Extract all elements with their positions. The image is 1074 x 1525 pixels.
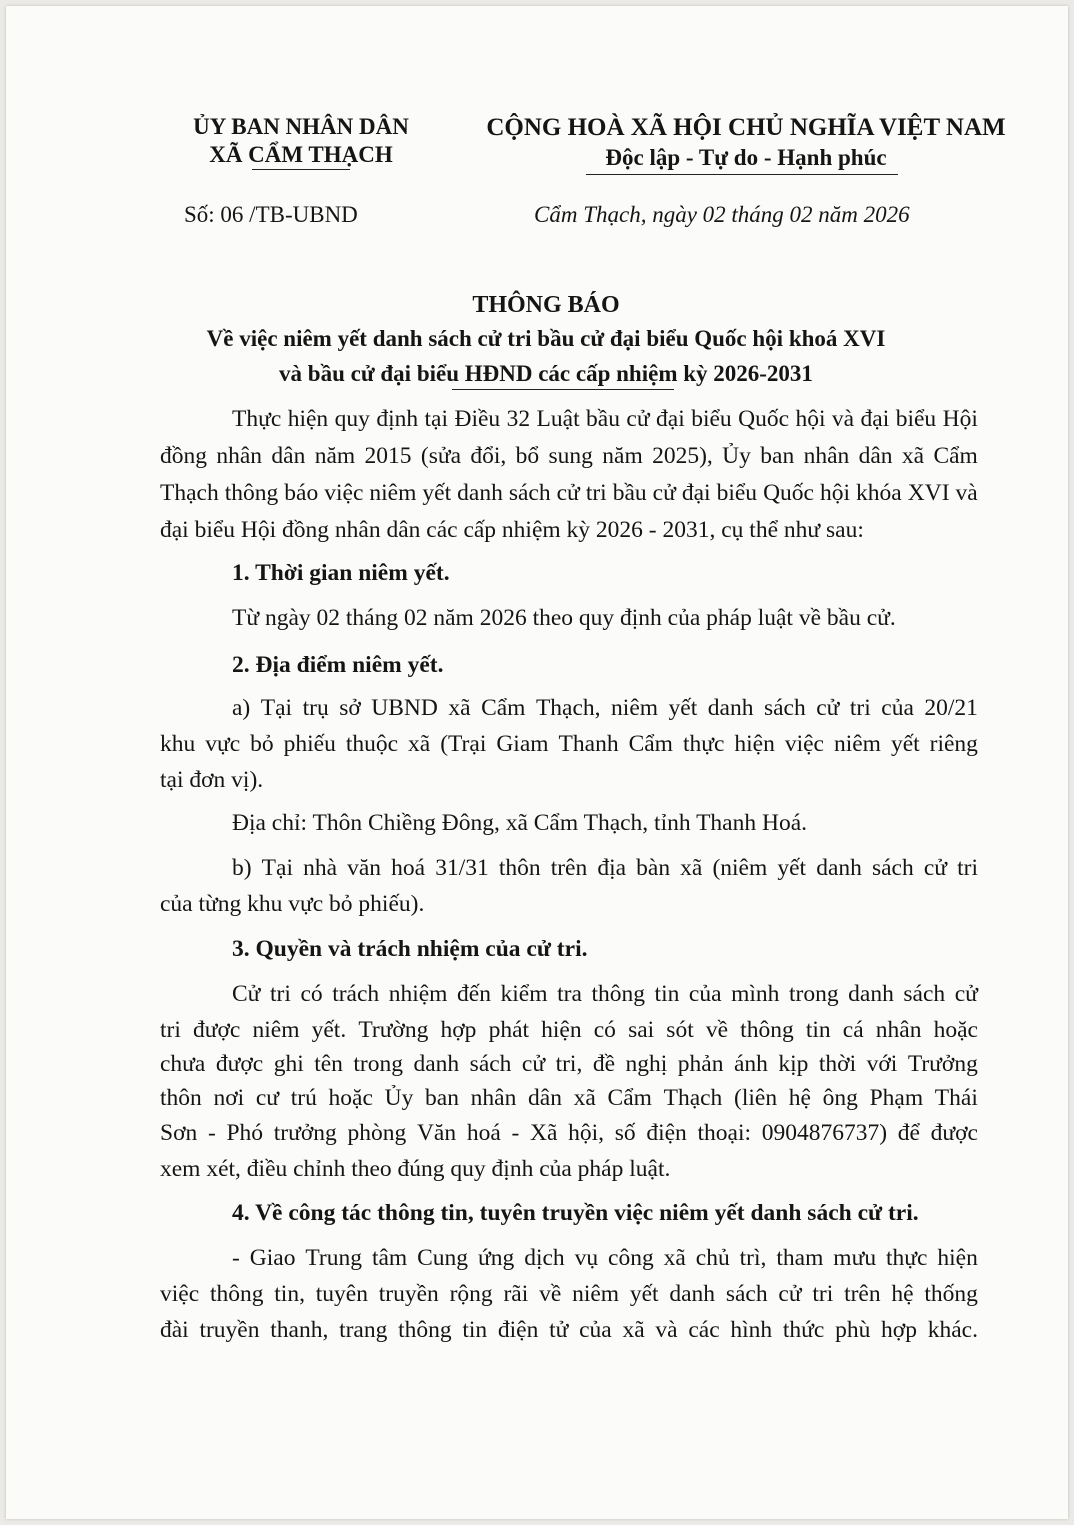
word: đài — [160, 1317, 189, 1343]
word: yết — [668, 695, 698, 721]
intro-line — [160, 478, 978, 508]
word: báo — [284, 480, 319, 506]
word: trì, — [739, 1245, 767, 1271]
word: Quốc — [738, 406, 789, 432]
word: cử — [652, 480, 676, 506]
word: các — [688, 1317, 720, 1343]
word: thời — [818, 1051, 857, 1077]
word: tri, — [555, 1051, 583, 1077]
org-underline — [252, 169, 350, 170]
word: niêm — [369, 480, 417, 506]
word: Thạch — [160, 480, 219, 506]
rights-line — [160, 1015, 978, 1045]
word: có — [593, 1017, 616, 1043]
intro-line: đại biểu Hội đồng nhân dân các cấp nhiệm kỳ 2026 - 2031, cụ thể như sau: — [160, 517, 864, 543]
word: kịp — [778, 1051, 809, 1077]
word: hiện — [287, 406, 329, 432]
word: sách — [763, 695, 806, 721]
word: và — [955, 480, 978, 506]
word: (sửa — [420, 443, 462, 469]
word: thực — [886, 1245, 928, 1271]
word: cử — [626, 406, 650, 432]
word: khóa — [856, 480, 902, 506]
word: sách — [871, 855, 914, 881]
word: (niêm — [712, 855, 768, 881]
document-title: THÔNG BÁO — [472, 292, 620, 318]
word: yết — [777, 855, 807, 881]
word: tin — [654, 981, 680, 1007]
communication-line — [160, 1279, 978, 1309]
word: tri — [269, 981, 291, 1007]
document-page — [6, 6, 1068, 1519]
word: cử — [923, 855, 947, 881]
communication-line — [160, 1315, 978, 1345]
word: thông — [209, 1281, 264, 1307]
word: trách — [332, 981, 380, 1007]
intro-line — [160, 441, 978, 471]
word: Trường — [358, 1017, 429, 1043]
word: dân — [528, 1085, 562, 1111]
communication-line — [232, 1243, 978, 1273]
word: quy — [334, 406, 370, 432]
word: - — [511, 1120, 520, 1146]
word: tra — [557, 981, 582, 1007]
word: biểu — [691, 406, 732, 432]
word: kiểm — [500, 981, 548, 1007]
word: tri — [957, 855, 978, 881]
word: danh — [848, 981, 894, 1007]
word: danh — [816, 855, 862, 881]
word: được — [193, 1017, 241, 1043]
word: bỏ — [250, 731, 274, 757]
word: danh — [457, 480, 503, 506]
word: rộng — [449, 1281, 493, 1307]
location-b-line: của từng khu vực bỏ phiếu). — [160, 891, 425, 917]
word: trang — [339, 1317, 388, 1343]
word: 31/31 — [435, 855, 489, 881]
word: năm — [602, 443, 643, 469]
word: yết — [629, 1281, 659, 1307]
word: bổ — [515, 443, 540, 469]
word: ban — [425, 1085, 459, 1111]
word: tri — [849, 695, 871, 721]
word: ban — [760, 443, 795, 469]
word: với — [866, 1051, 898, 1077]
location-address: Địa chỉ: Thôn Chiềng Đông, xã Cẩm Thạch, tỉnh Thanh Hoá. — [232, 810, 808, 836]
word: 20/21 — [924, 695, 978, 721]
document-number: Số: 06 /TB-UBND — [184, 202, 358, 227]
word: UBND — [371, 695, 438, 721]
document-subject-line2: và bầu cử đại biểu HĐND các cấp nhiệm kỳ 2026-2031 — [279, 361, 813, 386]
word: tuyên — [315, 1281, 368, 1307]
word: hoá — [391, 855, 426, 881]
word: cử — [816, 695, 840, 721]
word: 2015 — [364, 443, 412, 469]
word: truyền — [199, 1317, 260, 1343]
word: thực — [682, 731, 725, 757]
word: chủ — [695, 1245, 730, 1271]
word: hệ — [788, 1085, 811, 1111]
word: và — [831, 406, 855, 432]
word: niêm — [572, 1281, 620, 1307]
word: sách — [725, 1281, 768, 1307]
word: Thái — [934, 1085, 978, 1111]
word: Cẩm — [933, 443, 978, 469]
word: mình — [731, 981, 780, 1007]
word: Thanh — [558, 731, 619, 757]
subject-underline — [452, 389, 674, 390]
word: đề — [592, 1051, 616, 1077]
word: Cử — [232, 981, 261, 1007]
word: nơi — [213, 1085, 245, 1111]
word: để — [897, 1120, 920, 1146]
word: việc — [160, 1281, 200, 1307]
word: Tại — [260, 695, 293, 721]
word: Giam — [496, 731, 549, 757]
word: hệ — [891, 1281, 914, 1307]
word: (liên — [734, 1085, 778, 1111]
word: riêng — [929, 731, 978, 757]
word: hiện — [541, 1017, 582, 1043]
word: Ủy — [384, 1085, 414, 1111]
word: trên — [550, 855, 588, 881]
word: thông — [591, 981, 645, 1007]
word: trong — [788, 981, 839, 1007]
section-heading-communication: 4. Về công tác thông tin, tuyên truyền việc niêm yết danh sách cử tri. — [232, 1200, 919, 1226]
word: cử — [556, 480, 580, 506]
word: cử — [521, 1051, 546, 1077]
word: danh — [669, 1281, 716, 1307]
word: tại — [424, 406, 449, 432]
word: b) — [232, 855, 252, 881]
word: phiếu — [283, 731, 336, 757]
word: tin — [805, 1017, 831, 1043]
word: phù — [835, 1317, 871, 1343]
word: tâm — [371, 1245, 408, 1271]
word: nghị — [625, 1051, 668, 1077]
word: nhân — [875, 1017, 922, 1043]
word: của — [881, 695, 914, 721]
word: nhân — [216, 443, 263, 469]
word: sở — [339, 695, 361, 721]
word: mưu — [833, 1245, 877, 1271]
word: (Trại — [440, 731, 487, 757]
word: Cẩm — [628, 731, 673, 757]
word: công — [608, 1245, 654, 1271]
word: Sơn — [160, 1120, 198, 1146]
document-subject-line1: Về việc niêm yết danh sách cử tri bầu cử đại biểu Quốc hội khoá XVI — [206, 326, 886, 351]
rights-line — [160, 1118, 978, 1148]
word: Giao — [249, 1245, 296, 1271]
word: thông — [740, 1017, 794, 1043]
word: Hội — [942, 406, 978, 432]
word: Phó — [226, 1120, 264, 1146]
word: năm — [314, 443, 356, 469]
word: Văn — [416, 1120, 457, 1146]
word: thôn — [498, 855, 541, 881]
word: của — [579, 1317, 612, 1343]
word: nhà — [303, 855, 338, 881]
word: nhân — [803, 443, 850, 469]
word: Tại — [261, 855, 293, 881]
word: tham — [776, 1245, 824, 1271]
word: tên — [314, 1051, 343, 1077]
location-a-line: tại đơn vị). — [160, 767, 264, 793]
word: sót — [666, 1017, 694, 1043]
word: dân — [271, 443, 306, 469]
word: Quốc — [763, 480, 814, 506]
nation-title: CỘNG HOÀ XÃ HỘI CHỦ NGHĨA VIỆT NAM — [486, 114, 1006, 141]
word: biểu — [716, 480, 758, 506]
word: số — [614, 1120, 636, 1146]
word: hội, — [568, 1120, 604, 1146]
word: thức — [782, 1317, 825, 1343]
word: bầu — [612, 480, 647, 506]
location-a-line — [160, 729, 978, 759]
word: nhân — [470, 1085, 517, 1111]
word: rãi — [503, 1281, 529, 1307]
word: ánh — [733, 1051, 768, 1077]
word: điện — [497, 1317, 539, 1343]
word: ứng — [478, 1245, 515, 1271]
word: Thạch, — [535, 695, 601, 721]
word: phát — [488, 1017, 530, 1043]
word: cá — [842, 1017, 864, 1043]
word: tri — [160, 1017, 181, 1043]
word: tri — [585, 480, 607, 506]
word: được — [930, 1120, 978, 1146]
word: biểu — [895, 406, 937, 432]
word: hiện — [937, 1245, 978, 1271]
section-heading-location: 2. Địa điểm niêm yết. — [232, 652, 444, 678]
word: đổi, — [470, 443, 507, 469]
word: định — [376, 406, 419, 432]
word: địa — [597, 855, 627, 881]
word: xã — [408, 731, 431, 757]
word: 2025), — [652, 443, 713, 469]
section-heading-time: 1. Thời gian niêm yết. — [232, 560, 450, 586]
word: trong — [353, 1051, 404, 1077]
word: Thạch — [663, 1085, 723, 1111]
word: trên — [844, 1281, 881, 1307]
word: Cẩm — [481, 695, 526, 721]
word: đến — [457, 981, 491, 1007]
word: thuộc — [345, 731, 399, 757]
word: hợp — [881, 1317, 917, 1343]
word: bầu — [586, 406, 620, 432]
word: niêm — [833, 731, 881, 757]
word: thông — [224, 480, 279, 506]
word: Thực — [232, 406, 282, 432]
section-heading-rights: 3. Quyền và trách nhiệm của cử tri. — [232, 936, 588, 962]
word: nhiệm — [388, 981, 448, 1007]
word: XVI — [907, 480, 950, 506]
word: việc — [324, 480, 364, 506]
rights-line — [160, 1049, 978, 1079]
word: tin, — [274, 1281, 305, 1307]
word: điện — [646, 1120, 687, 1146]
word: danh — [413, 1051, 460, 1077]
word: tin — [462, 1317, 488, 1343]
word: và — [655, 1317, 678, 1343]
word: danh — [707, 695, 754, 721]
word: Phạm — [869, 1085, 924, 1111]
word: đại — [656, 406, 685, 432]
word: đồng — [160, 443, 207, 469]
word: trú — [290, 1085, 317, 1111]
word: trụ — [302, 695, 329, 721]
word: phản — [677, 1051, 724, 1077]
word: niêm — [252, 1017, 300, 1043]
word: về — [705, 1017, 729, 1043]
word: Trung — [305, 1245, 362, 1271]
location-a-line — [232, 693, 978, 723]
word: thanh, — [270, 1317, 329, 1343]
word: sai — [628, 1017, 655, 1043]
section-text-time: Từ ngày 02 tháng 02 năm 2026 theo quy định của pháp luật về bầu cử. — [232, 605, 896, 631]
word: Luật — [536, 406, 580, 432]
word: văn — [347, 855, 382, 881]
word: cử — [954, 981, 978, 1007]
word: ghi — [273, 1051, 304, 1077]
intro-line — [232, 404, 978, 434]
word: yết — [422, 480, 452, 506]
word: yết — [890, 731, 920, 757]
word: hoặc — [933, 1017, 978, 1043]
word: hình — [730, 1317, 773, 1343]
rights-line — [160, 1083, 978, 1113]
word: đại — [681, 480, 711, 506]
word: ông — [822, 1085, 858, 1111]
word: sách — [508, 480, 551, 506]
word: hoặc — [328, 1085, 373, 1111]
word: dịch — [524, 1245, 565, 1271]
word: a) — [232, 695, 251, 721]
word: được — [215, 1051, 264, 1077]
word: cử — [778, 1281, 802, 1307]
word: Xã — [529, 1120, 558, 1146]
word: tử — [549, 1317, 569, 1343]
word: vụ — [574, 1245, 599, 1271]
word: niêm — [611, 695, 659, 721]
rights-line: xem xét, điều chỉnh theo đúng quy định của pháp luật. — [160, 1156, 671, 1182]
word: xã — [663, 1245, 686, 1271]
word: về — [539, 1281, 562, 1307]
word: trưởng — [273, 1120, 337, 1146]
word: yết. — [311, 1017, 347, 1043]
word: Điều — [454, 406, 501, 432]
word: dân — [858, 443, 893, 469]
word: sách — [903, 981, 946, 1007]
word: có — [300, 981, 323, 1007]
word: thôn — [160, 1085, 202, 1111]
word: hội — [820, 480, 851, 506]
word: xã — [622, 1317, 645, 1343]
word: - — [207, 1120, 216, 1146]
word: 32 — [506, 406, 531, 432]
word: chưa — [160, 1051, 206, 1077]
word: xã — [448, 695, 471, 721]
word: truyền — [378, 1281, 439, 1307]
location-b-line — [232, 853, 978, 883]
rights-line — [232, 979, 978, 1009]
word: khác. — [927, 1317, 978, 1343]
org-name-line2: XÃ CẨM THẠCH — [209, 142, 393, 167]
word: việc — [784, 731, 824, 757]
word: phòng — [347, 1120, 407, 1146]
word: vực — [205, 731, 241, 757]
word: sách — [469, 1051, 512, 1077]
word: hiện — [734, 731, 775, 757]
word: Trưởng — [907, 1051, 978, 1077]
word: 0904876737) — [761, 1120, 888, 1146]
word: khu — [160, 731, 196, 757]
place-date: Cẩm Thạch, ngày 02 tháng 02 năm 2026 — [534, 202, 910, 227]
word: Ủy — [722, 443, 751, 469]
org-name-line1: ỦY BAN NHÂN DÂN — [193, 114, 409, 139]
nation-motto: Độc lập - Tự do - Hạnh phúc — [605, 145, 887, 170]
word: xã — [573, 1085, 596, 1111]
word: tri — [812, 1281, 834, 1307]
word: hợp — [440, 1017, 477, 1043]
word: thống — [924, 1281, 978, 1307]
word: hoá — [466, 1120, 501, 1146]
word: Cung — [417, 1245, 469, 1271]
word: hội — [795, 406, 826, 432]
word: Cẩm — [607, 1085, 652, 1111]
word: đại — [860, 406, 890, 432]
word: - — [232, 1245, 240, 1271]
word: cư — [255, 1085, 280, 1111]
motto-underline — [586, 174, 898, 175]
word: bàn — [636, 855, 671, 881]
word: của — [688, 981, 722, 1007]
word: thông — [398, 1317, 452, 1343]
word: xã — [680, 855, 703, 881]
word: sung — [548, 443, 593, 469]
word: xã — [901, 443, 925, 469]
word: thoại: — [697, 1120, 752, 1146]
